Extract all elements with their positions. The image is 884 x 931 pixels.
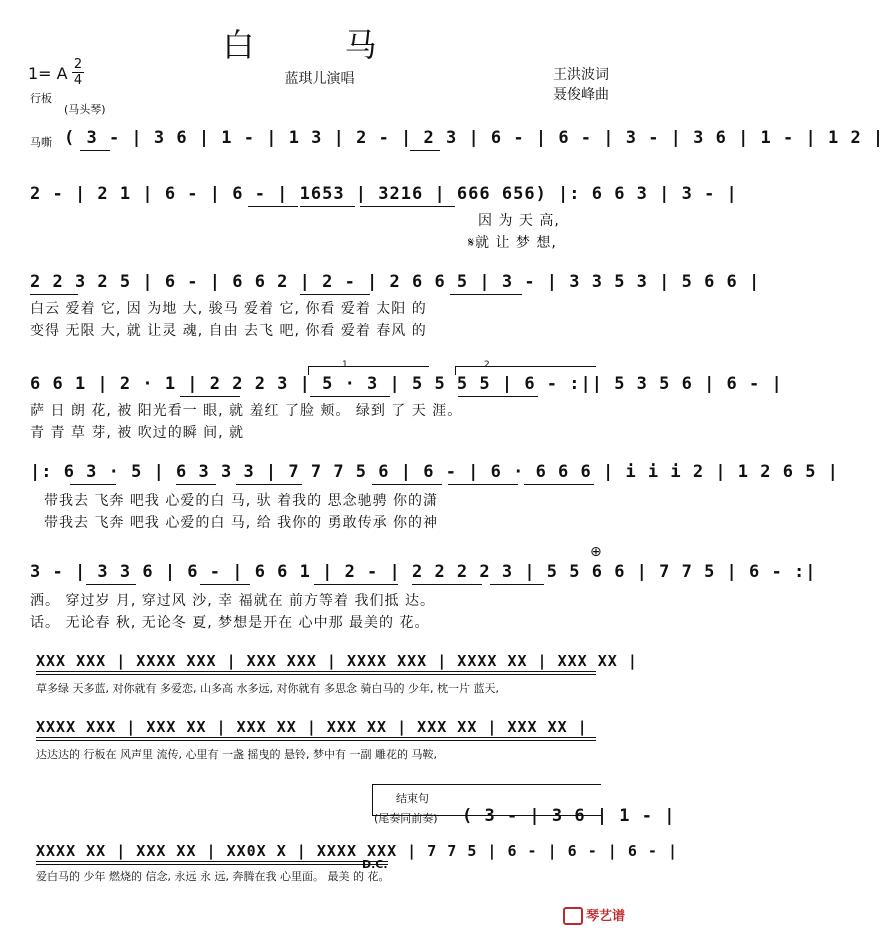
dc-marking: D.C. [362,858,388,871]
lyric-row-8: 达达达的 行板在 风声里 流传, 心里有 一盏 摇曳的 悬铃, 梦中有 一副 雕花的 马鞍, [36,748,437,761]
ending-note: (尾奏同前奏) [374,812,438,825]
score-row-3: 2 2 3 2 5 | 6 - | 6 6 2 | 2 - | 2 6 6 5 | 3 - | 3 3 5 3 | 5 6 6 | [30,272,761,292]
lyric-row-2-verse-1: 因 为 天 高, [478,213,560,229]
lyric-row-4-verse-1: 萨 日 朗 花, 被 阳光看一 眼, 就 羞红 了脸 颊。 绿到 了 天 涯。 [30,403,463,419]
score-row-7: XXX XXX | XXXX XXX | XXX XXX | XXXX XXX | XXXX XX | XXX XX | [36,652,638,670]
coda-icon: ⊕ [590,544,602,560]
volta-1-label: 1 [342,360,348,370]
lyric-row-5-verse-1: 带我去 飞奔 吧我 心爱的白 马, 驮 着我的 思念驰骋 你的潇 [44,493,439,509]
lyric-row-9: 爱白马的 少年 燃烧的 信念, 永远 永 远, 奔腾在我 心里面。 最美 的 花。 [36,870,390,883]
lyric-row-5-verse-2: 带我去 飞奔 吧我 心爱的白 马, 给 我你的 勇敢传承 你的神 [44,515,439,531]
ending-notes: ( 3 - | 3 6 | 1 - | [462,806,676,826]
singer-credit: 蓝琪儿演唱 [284,71,355,87]
ending-label: 结束句 [396,792,429,805]
score-row-5: |: 6 3 · 5 | 6 3 3 3 | 7 7 7 5 6 | 6 - | 6 · 6 6 6 | i i i 2 | 1 2 6 5 | [30,462,839,482]
lyric-row-7: 草多绿 天多蓝, 对你就有 多爱恋, 山多高 水多远, 对你就有 多思念 骑白马的 少年, 枕一片 蓝天, [36,682,499,695]
score-row-9: XXXX XX | XXX XX | XX0X X | XXXX XXX | 7 7 5 | 6 - | 6 - | 6 - | [36,842,678,860]
logo-text: 琴艺谱 [585,908,625,924]
site-logo [563,905,625,926]
time-signature [72,58,84,87]
score-row-6: 3 - | 3 3 6 | 6 - | 6 6 1 | 2 - | 2 2 2 2 3 | 5 5 6 6 | 7 7 5 | 6 - :| [30,562,817,582]
lyric-row-6-verse-2: 话。 无论春 秋, 无论冬 夏, 梦想是开在 心中那 最美的 花。 [30,615,430,631]
meter-top: 2 [73,57,83,72]
tempo-marking: 行板 [30,92,52,105]
score-row-8: XXXX XXX | XXX XX | XXX XX | XXX XX | XXX XX | XXX XX | [36,718,588,736]
instrument-marking: (马头琴) [64,103,106,116]
score-row-1: ( 3 - | 3 6 | 1 - | 1 3 | 2 - | 2 3 | 6 - | 6 - | 3 - | 3 6 | 1 - | 1 2 | [64,128,884,148]
lyric-row-3-verse-2: 变得 无限 大, 就 让灵 魂, 自由 去飞 吧, 你看 爱着 春风 的 [30,323,427,339]
lyric-row-4-verse-2: 青 青 草 芽, 被 吹过的瞬 间, 就 [30,425,245,441]
lyric-row-2-verse-2: 𝄋就 让 梦 想, [468,235,557,251]
score-row-2: 2 - | 2 1 | 6 - | 6 - | 1653 | 3216 | 666 656) |: 6 6 3 | 3 - | [30,184,738,204]
score-row-4: 6 6 1 | 2 · 1 | 2 2 2 3 | 5 · 3 | 5 5 5 5 | 6 - :|| 5 3 5 6 | 6 - | [30,374,783,394]
horse-neigh-label: 马嘶 [30,136,52,149]
key-signature: 1= A [28,64,68,83]
lyric-row-6-verse-1: 洒。 穿过岁 月, 穿过风 沙, 幸 福就在 前方等着 我们抵 达。 [30,593,435,609]
lyricist-credit: 王洪波词 [553,67,609,83]
logo-icon [563,907,583,925]
volta-2-label: 2 [484,360,490,370]
lyric-row-3-verse-1: 白云 爱着 它, 因 为地 大, 骏马 爱着 它, 你看 爱着 太阳 的 [30,301,427,317]
composer-credit: 聂俊峰曲 [553,87,609,103]
meter-bottom: 4 [73,73,83,88]
song-title: 白 马 [222,26,417,64]
